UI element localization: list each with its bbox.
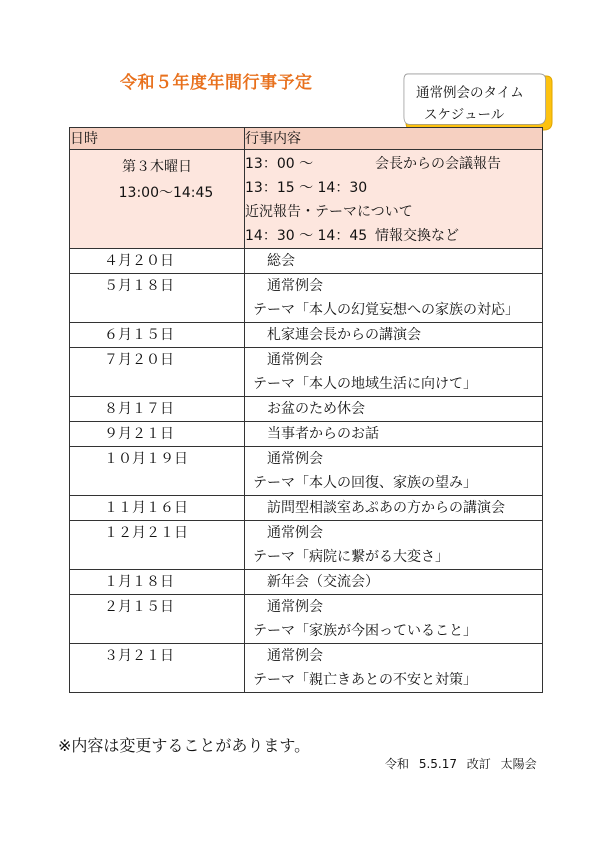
slot-text: 情報交換など [375,228,459,244]
table-header-row [70,128,543,150]
meeting-time: 13:00～14:45 [118,185,214,201]
event-date: ７月２０日 [70,348,245,397]
bubble-line-1: 通常例会のタイム [416,85,524,101]
meeting-slot [245,224,542,248]
event-theme: テーマ「家族が今困っていること」 [253,623,477,639]
table-row [70,274,543,323]
table-row [70,447,543,496]
revision-info: 令和 5.5.17 改訂 太陽会 [385,757,537,771]
event-title: 札家連会長からの講演会 [267,327,421,343]
event-date: ４月２０日 [70,249,245,274]
meeting-schedule-row [70,150,543,249]
event-date: １１月１６日 [70,496,245,521]
event-date: ５月１８日 [70,274,245,323]
event-theme: テーマ「本人の回復、家族の望み」 [253,475,477,491]
event-title: 通常例会 [267,451,323,467]
event-date: ６月１５日 [70,323,245,348]
event-date: １０月１９日 [70,447,245,496]
page-title: 令和５年度年間行事予定 [120,73,313,93]
slot-time: 14：30 ～ 14：45 [245,228,368,244]
table-row [70,249,543,274]
table-row [70,348,543,397]
event-title: 通常例会 [267,648,323,664]
event-date: ２月１５日 [70,595,245,644]
event-date: ９月２１日 [70,422,245,447]
event-theme: テーマ「病院に繋がる大変さ」 [253,549,449,565]
schedule-table [69,127,543,693]
slot-time: 13：00 ～ [245,156,314,172]
slot-time: 13：15 ～ 14：30 [245,180,368,196]
event-date: １２月２１日 [70,521,245,570]
table-row [70,570,543,595]
event-date: ３月２１日 [70,644,245,693]
event-theme: テーマ「親亡きあとの不安と対策」 [253,672,477,688]
meeting-slot [245,152,542,176]
meeting-day: 第３木曜日 [122,159,192,175]
event-theme: テーマ「本人の幻覚妄想への家族の対応」 [253,302,519,318]
slot-text: 会長からの会議報告 [375,156,501,172]
event-title: 訪問型相談室あぷあの方からの講演会 [267,500,505,516]
event-title: 通常例会 [267,599,323,615]
event-title: 通常例会 [267,352,323,368]
table-row [70,496,543,521]
table-row [70,323,543,348]
event-theme: テーマ「本人の地域生活に向けて」 [253,376,477,392]
table-row [70,644,543,693]
bubble-line-2: スケジュール [424,107,505,123]
meeting-slot [245,176,542,224]
event-date: １月１８日 [70,570,245,595]
event-date: ８月１７日 [70,397,245,422]
slot-text: 近況報告・テーマについて [245,204,413,220]
table-row [70,521,543,570]
table-row [70,422,543,447]
table-row [70,397,543,422]
event-title: 通常例会 [267,525,323,541]
header-content: 行事内容 [245,128,543,150]
event-title: 新年会（交流会） [267,574,379,590]
event-title: 総会 [267,253,295,269]
table-row [70,595,543,644]
event-title: お盆のため休会 [267,401,365,417]
event-title: 通常例会 [267,278,323,294]
change-notice: ※内容は変更することがあります。 [58,736,311,755]
header-datetime: 日時 [70,128,245,150]
event-title: 当事者からのお話 [267,426,379,442]
